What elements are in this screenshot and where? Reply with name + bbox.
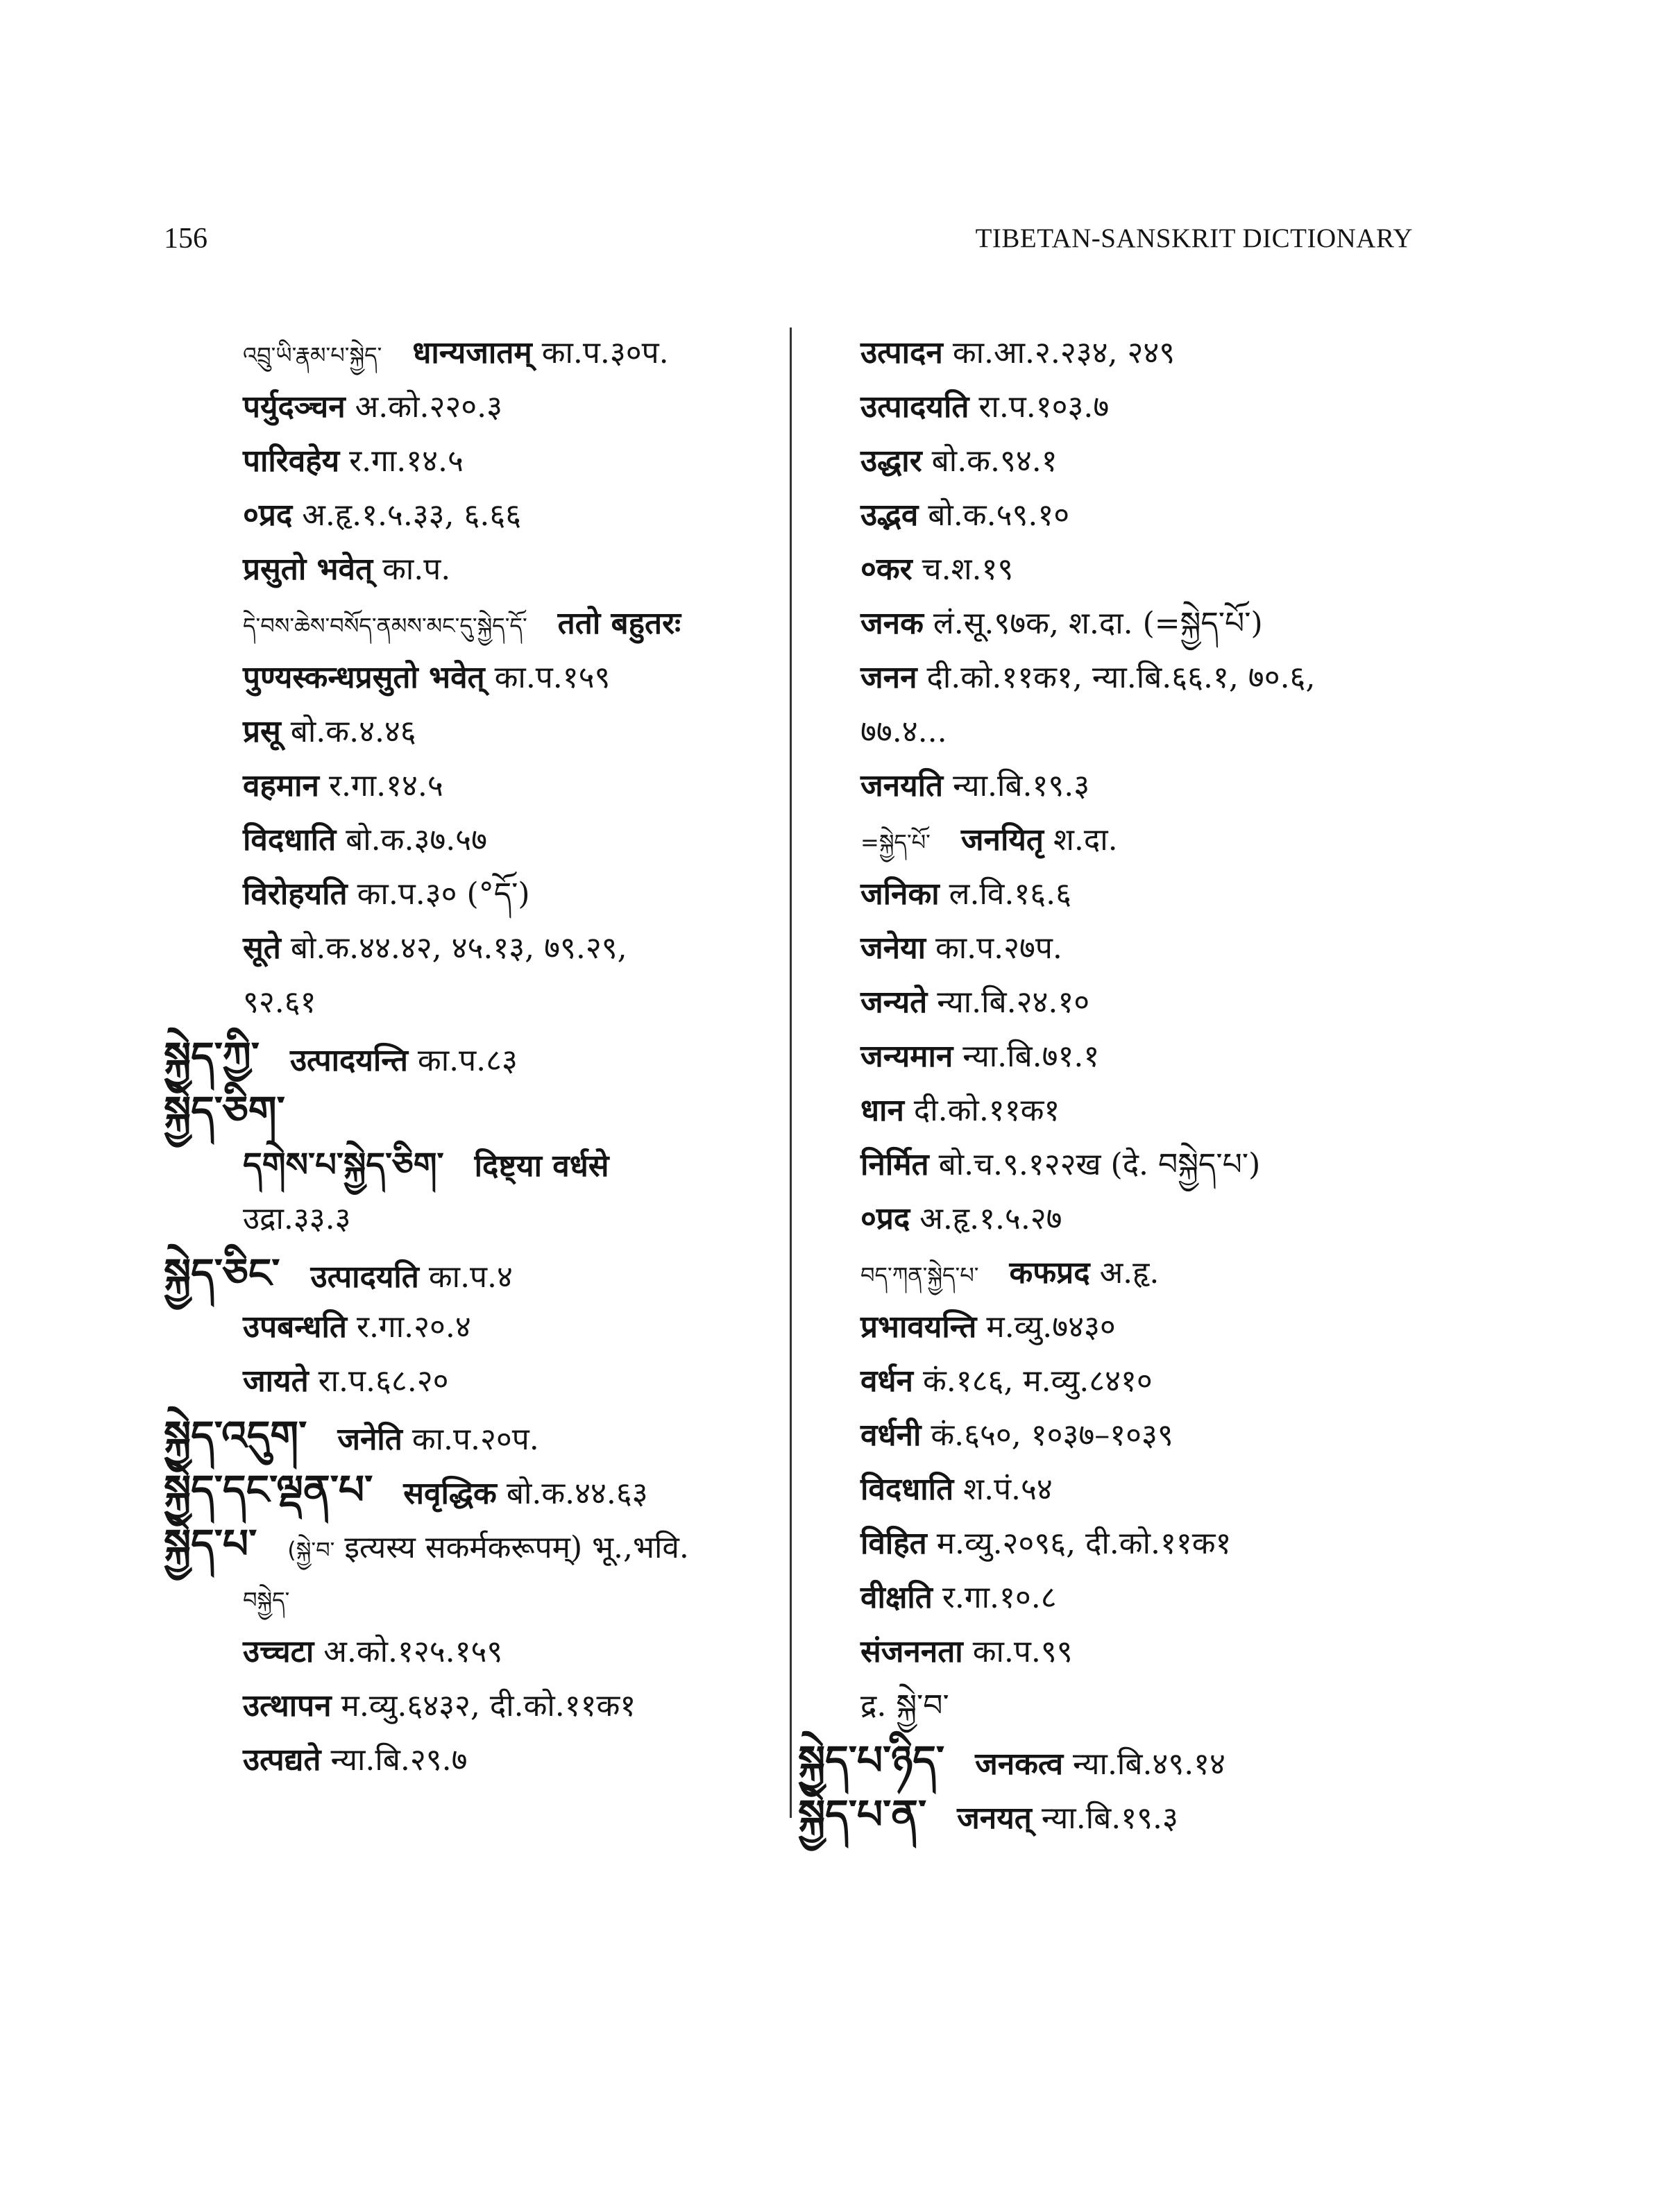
source-reference: र.गा.१४.५ <box>328 768 443 803</box>
source-reference: बो.क.४४.४२, ४५.१३, ७९.२९, <box>290 930 627 966</box>
column-divider <box>790 327 792 1818</box>
source-reference: न्या.बि.७१.१ <box>962 1039 1100 1074</box>
source-reference: र.गा.१०.८ <box>942 1580 1057 1615</box>
tibetan-headword: སྐྱེད་དང་ལྡན་པ་ <box>164 1466 373 1513</box>
dictionary-entry <box>798 326 1436 380</box>
source-reference: का.प.१५९ <box>494 660 611 695</box>
source-reference: बो.च.९.१२२ख (दे. བསྐྱེད་པ་) <box>938 1147 1261 1182</box>
sanskrit-term: वर्धन <box>860 1363 913 1399</box>
dictionary-entry <box>164 1733 774 1787</box>
tibetan-headword: སྐྱེད་པ་ <box>164 1520 257 1567</box>
left-column <box>164 326 774 1787</box>
source-reference: म.व्यु.२०९६, दी.को.११क१ <box>936 1526 1232 1561</box>
dictionary-entry <box>798 1571 1436 1625</box>
dictionary-entry <box>798 1138 1436 1192</box>
right-column <box>798 326 1436 1841</box>
dictionary-entry <box>164 597 774 651</box>
source-reference: ७७.४... <box>860 714 947 749</box>
source-reference: अ.हृ. <box>1099 1255 1160 1291</box>
source-reference: दी.को.११क१ <box>913 1093 1060 1128</box>
source-reference: न्या.बि.४९.१४ <box>1073 1746 1225 1782</box>
sanskrit-term: ०प्रद <box>243 497 293 533</box>
sanskrit-term: पर्युदञ्चन <box>243 389 346 425</box>
dictionary-entry <box>798 813 1436 867</box>
source-reference: का.प.३० (°དོ་) <box>357 876 530 912</box>
dictionary-entry <box>164 488 774 543</box>
source-reference: का.प.३०प. <box>541 335 669 371</box>
dictionary-entry <box>164 1138 774 1192</box>
sanskrit-term: दिष्ट्या वर्धसे <box>474 1148 609 1184</box>
dictionary-entry <box>798 1517 1436 1571</box>
sanskrit-term: उत्पादयन्ति <box>289 1043 408 1078</box>
sanskrit-term: ०प्रद <box>860 1201 910 1236</box>
tibetan-headword: སྐྱེད་ཅིང་ <box>164 1250 280 1297</box>
sanskrit-term: उत्पादन <box>860 335 943 371</box>
source-reference: का.प.२७प. <box>935 930 1062 966</box>
dictionary-entry <box>164 1571 774 1625</box>
source-reference: का.प.९९ <box>972 1634 1073 1669</box>
dictionary-entry <box>164 1300 774 1354</box>
tibetan-phrase: དགེས་པ་སྐྱེད་ཅིག་ <box>243 1146 444 1184</box>
source-reference: का.प.२०प. <box>411 1422 539 1457</box>
sanskrit-term: उत्पादयति <box>860 389 969 425</box>
sanskrit-term: उपबन्धति <box>243 1309 347 1345</box>
headword-entry <box>164 1517 774 1571</box>
source-reference: बो.क.४४.६३ <box>506 1476 648 1511</box>
headword-entry <box>164 1246 774 1300</box>
dictionary-entry <box>798 543 1436 597</box>
dictionary-entry <box>798 1463 1436 1517</box>
dictionary-entry <box>164 651 774 705</box>
source-reference: श.दा. <box>1053 822 1118 858</box>
sanskrit-term: जनयत् <box>957 1801 1032 1836</box>
sanskrit-term: जनिका <box>860 876 940 912</box>
sanskrit-term: उत्पद्यते <box>243 1742 321 1778</box>
sanskrit-term: प्रभावयन्ति <box>860 1309 977 1345</box>
dictionary-entry <box>798 1625 1436 1679</box>
source-reference: लं.सू.९७क, श.दा. (=སྐྱེད་པོ་) <box>933 606 1263 641</box>
dictionary-entry <box>798 1409 1436 1463</box>
sanskrit-term: जनेति <box>337 1422 402 1457</box>
sanskrit-term: ०कर <box>860 552 913 587</box>
dictionary-entry <box>798 488 1436 543</box>
dictionary-entry-continuation <box>164 1192 774 1246</box>
source-reference: कं.६५०, १०३७–१०३९ <box>931 1418 1173 1453</box>
sanskrit-term: ततो बहुतरः <box>557 606 681 641</box>
tibetan-headword: སྐྱེད་པ་ན་ <box>798 1791 927 1838</box>
source-reference: का.प.४ <box>428 1259 513 1295</box>
sanskrit-term: विदधाति <box>243 822 337 858</box>
sanskrit-term: संजननता <box>860 1634 963 1669</box>
tibetan-phrase: འབྲུ་ཡི་རྣམ་པ་སྐྱེད་ <box>243 342 382 368</box>
sanskrit-term: वीक्षति <box>860 1580 933 1615</box>
sanskrit-term: निर्मित <box>860 1147 929 1182</box>
source-reference: रा.प.६८.२० <box>318 1363 449 1399</box>
headword-entry <box>164 1084 774 1138</box>
headword-entry <box>798 1733 1436 1787</box>
dictionary-entry <box>798 1300 1436 1354</box>
source-reference: र.गा.१४.५ <box>349 443 464 479</box>
sanskrit-term: जायते <box>243 1363 309 1399</box>
sanskrit-term: विहित <box>860 1526 927 1561</box>
source-reference: बो.क.९४.१ <box>931 443 1058 479</box>
sanskrit-term: पुण्यस्कन्धप्रसुतो भवेत् <box>243 660 485 695</box>
sanskrit-term: विरोहयति <box>243 876 348 912</box>
dictionary-entry <box>798 1192 1436 1246</box>
tibetan-note: (སྐྱེ་བ་ <box>287 1537 335 1563</box>
source-reference: म.व्यु.७४३० <box>986 1309 1116 1345</box>
grammatical-note: इत्यस्य सकर्मकरूपम्) भू.,भवि. <box>344 1530 689 1565</box>
sanskrit-term: जन्यमान <box>860 1039 953 1074</box>
dictionary-entry <box>798 759 1436 813</box>
source-reference: कं.१८६, म.व्यु.८४१० <box>922 1363 1153 1399</box>
dictionary-entry <box>164 380 774 434</box>
dictionary-entry-continuation <box>164 976 774 1030</box>
dictionary-entry-continuation <box>798 705 1436 759</box>
sanskrit-term: धान <box>860 1093 904 1128</box>
tibetan-headword: སྐྱེད་ཀྱི་ <box>164 1033 260 1080</box>
source-reference: न्या.बि.२४.१० <box>937 985 1090 1020</box>
source-reference: न्या.बि.१९.३ <box>953 768 1090 803</box>
source-reference: बो.क.४.४६ <box>290 714 416 749</box>
dictionary-entry <box>798 434 1436 488</box>
sanskrit-term: प्रसू <box>243 714 281 749</box>
sanskrit-term: जनयति <box>860 768 944 803</box>
sanskrit-term: जन्यते <box>860 985 928 1020</box>
headword-entry <box>798 1787 1436 1841</box>
dictionary-entry <box>798 1030 1436 1084</box>
sanskrit-term: वहमान <box>243 768 319 803</box>
source-reference: का.प.८३ <box>417 1043 518 1078</box>
sanskrit-term: वर्धनी <box>860 1418 922 1453</box>
source-reference: श.पं.५४ <box>963 1472 1053 1507</box>
sanskrit-term: जनेया <box>860 930 926 966</box>
tibetan-headword: སྐྱེད་ཅིག་ <box>164 1087 285 1134</box>
source-reference: न्या.बि.१९.३ <box>1041 1801 1178 1836</box>
source-reference: ल.वि.१६.६ <box>949 876 1071 912</box>
sanskrit-term: सवृद्धिक <box>403 1476 497 1511</box>
dictionary-entry <box>164 434 774 488</box>
source-reference: ९२.६१ <box>243 985 316 1020</box>
source-reference: र.गा.२०.४ <box>356 1309 471 1345</box>
dictionary-entry <box>164 921 774 976</box>
sanskrit-term: उद्धार <box>860 443 922 479</box>
tibetan-headword: སྐྱེད་འདུག་ <box>164 1412 307 1459</box>
sanskrit-term: जनयितृ <box>960 822 1044 858</box>
source-reference: बो.क.५९.१० <box>928 497 1070 533</box>
source-reference: अ.हृ.१.५.३३, ६.६६ <box>302 497 522 533</box>
dictionary-entry <box>164 705 774 759</box>
dictionary-entry <box>164 1679 774 1733</box>
sanskrit-term: विदधाति <box>860 1472 954 1507</box>
sanskrit-term: उच्चटा <box>243 1634 314 1669</box>
headword-entry <box>164 1463 774 1517</box>
source-reference: उद्रा.३३.३ <box>243 1201 351 1236</box>
dictionary-entry <box>798 1354 1436 1409</box>
source-reference: का.आ.२.२३४, २४९ <box>952 335 1176 371</box>
see-also-reference: द्र. སྐྱེ་བ་ <box>860 1688 949 1724</box>
sanskrit-term: कफप्रद <box>1009 1255 1090 1291</box>
dictionary-entry <box>798 1246 1436 1300</box>
dictionary-entry <box>798 921 1436 976</box>
dictionary-entry <box>798 597 1436 651</box>
source-reference: बो.क.३७.५७ <box>346 822 487 858</box>
source-reference: अ.को.२२०.३ <box>355 389 502 425</box>
source-reference: का.प. <box>382 552 451 587</box>
sanskrit-term: उद्भव <box>860 497 919 533</box>
page-number: 156 <box>164 223 207 255</box>
tibetan-phrase: =སྐྱེད་པོ་ <box>860 829 931 856</box>
dictionary-entry <box>798 867 1436 921</box>
source-reference: दी.को.११क१, न्या.बि.६६.१, ७०.६, <box>926 660 1316 695</box>
tibetan-phrase: བསྐྱེད་ <box>243 1587 290 1613</box>
dictionary-entry <box>164 326 774 380</box>
tibetan-phrase: བད་ཀན་སྐྱེད་པ་ <box>860 1262 979 1288</box>
dictionary-entry <box>798 976 1436 1030</box>
dictionary-entry <box>164 543 774 597</box>
sanskrit-term: प्रसुतो भवेत् <box>243 552 373 587</box>
sanskrit-term: जनकत्व <box>975 1746 1064 1782</box>
dictionary-entry <box>798 651 1436 705</box>
source-reference: न्या.बि.२९.७ <box>330 1742 468 1778</box>
sanskrit-term: सूते <box>243 930 281 966</box>
sanskrit-term: उत्थापन <box>243 1688 332 1724</box>
sanskrit-term: धान्यजातम् <box>412 335 532 371</box>
cross-reference <box>798 1679 1436 1733</box>
dictionary-entry <box>798 380 1436 434</box>
dictionary-entry <box>164 813 774 867</box>
source-reference: रा.प.१०३.७ <box>978 389 1110 425</box>
sanskrit-term: जनक <box>860 606 924 641</box>
source-reference: च.श.१९ <box>922 552 1014 587</box>
dictionary-entry <box>164 759 774 813</box>
headword-entry <box>164 1409 774 1463</box>
tibetan-headword: སྐྱེད་པ་ཉིད་ <box>798 1737 945 1784</box>
source-reference: अ.हृ.१.५.२७ <box>919 1201 1062 1236</box>
sanskrit-term: पारिवहेय <box>243 443 340 479</box>
dictionary-entry <box>164 1354 774 1409</box>
source-reference: अ.को.१२५.१५९ <box>323 1634 503 1669</box>
tibetan-phrase: དེ་བས་ཆེས་བསོད་ནམས་མང་དུ་སྐྱེད་དོ་ <box>243 613 527 639</box>
source-reference: म.व्यु.६४३२, दी.को.११क१ <box>341 1688 636 1724</box>
dictionary-entry <box>798 1084 1436 1138</box>
headword-entry <box>164 1030 774 1084</box>
dictionary-entry <box>164 867 774 921</box>
running-title: TIBETAN-SANSKRIT DICTIONARY <box>975 223 1413 253</box>
dictionary-entry <box>164 1625 774 1679</box>
sanskrit-term: उत्पादयति <box>310 1259 419 1295</box>
sanskrit-term: जनन <box>860 660 917 695</box>
